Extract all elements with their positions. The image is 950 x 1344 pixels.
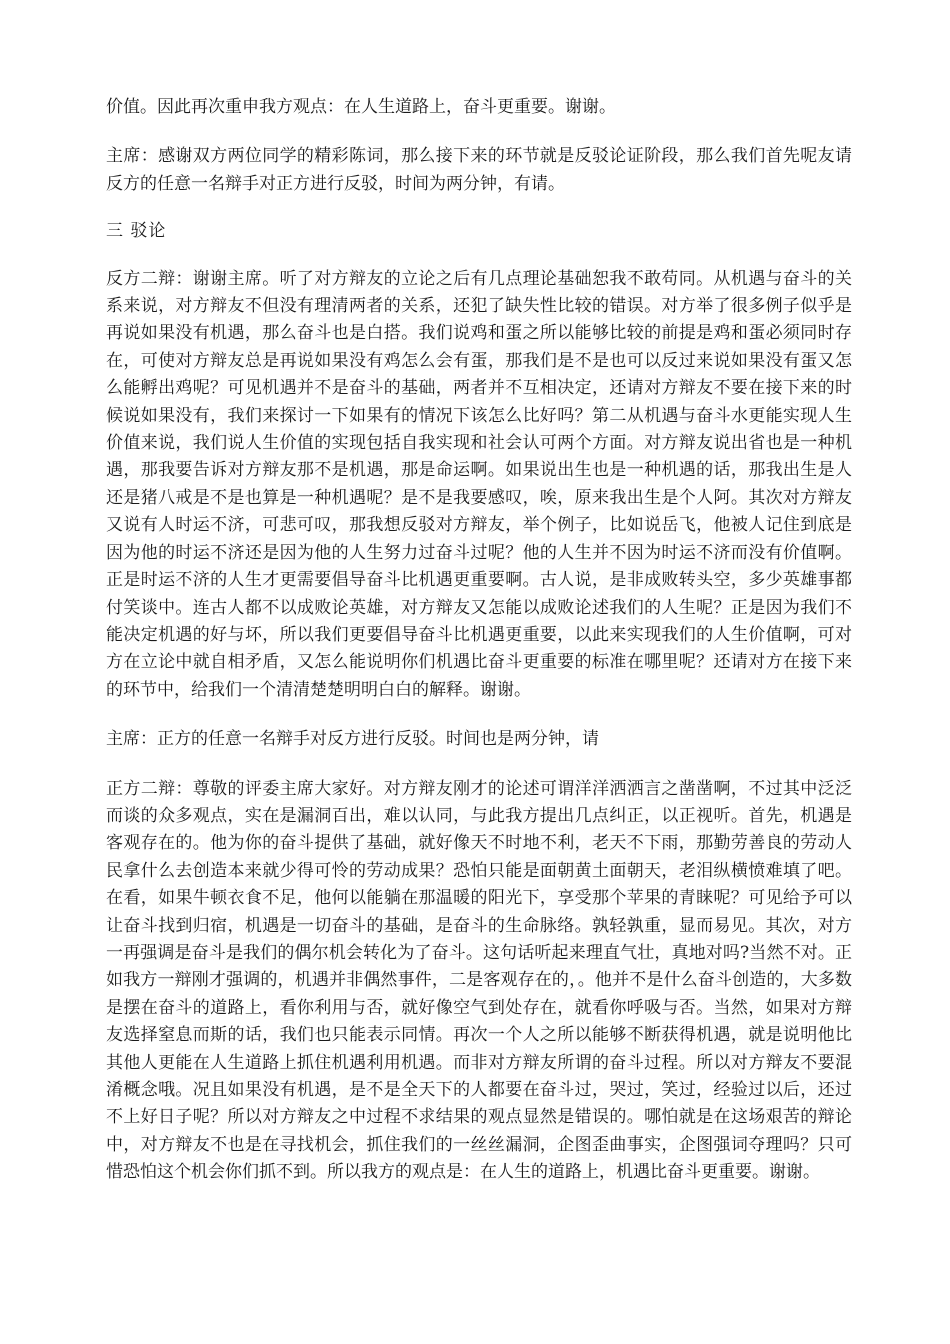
paragraph-spacer [106,121,852,143]
con-second-debater-paragraph: 反方二辩：谢谢主席。听了对方辩友的立论之后有几点理论基础恕我不敢苟同。从机遇与奋斗的关系来说，对方辩友不但没有理清两者的关系，还犯了缺失性比较的错误。对方举了很多例子似乎是再说如果没有机遇，那么奋斗也是白搭。我们说鸡和蛋之所以能够比较的前提是鸡和蛋必须同时存在，可使对方辩友总是再说如果没有鸡怎么会有蛋，那我们是不是也可以反过来说如果没有蛋又怎么能孵出鸡呢？可见机遇并不是奋斗的基础，两者并不互相决定，还请对方辩友不要在接下来的时候说如果没有，我们来探讨一下如果有的情况下该怎么比好吗？第二从机遇与奋斗水更能实现人生价值来说，我们说人生价值的实现包括自我实现和社会认可两个方面。对方辩友说出省也是一种机遇，那我要告诉对方辩友那不是机遇，那是命运啊。如果说出生也是一种机遇的话，那我出生是人还是猪八戒是不是也算是一种机遇呢？是不是我要感叹，唉，原来我出生是个人阿。其次对方辩友又说有人时运不济，可悲可叹，那我想反驳对方辩友，举个例子，比如说岳飞，他被人记住到底是因为他的时运不济还是因为他的人生努力过奋斗过呢？他的人生并不因为时运不济而没有价值啊。正是时运不济的人生才更需要倡导奋斗比机遇更重要啊。古人说，是非成败转头空，多少英雄事都付笑谈中。连古人都不以成败论英雄，对方辩友又怎能以成败论述我们的人生呢？正是因为我们不能决定机遇的好与坏，所以我们更要倡导奋斗比机遇更重要，以此来实现我们的人生价值啊，可对方在立论中就自相矛盾，又怎么能说明你们机遇比奋斗更重要的标准在哪里呢？还请对方在接下来的环节中，给我们一个清清楚楚明明白白的解释。谢谢。 [106,268,852,700]
paragraph-spacer [106,198,852,218]
paragraph-spacer [106,246,852,266]
chair-intro-paragraph: 主席：感谢双方两位同学的精彩陈词，那么接下来的环节就是反驳论证阶段，那么我们首先呢友请反方的任意一名辩手对正方进行反驳，时间为两分钟，有请。 [106,146,852,194]
paragraph-spacer [106,704,852,726]
pro-second-debater-paragraph: 正方二辩：尊敬的评委主席大家好。对方辩友刚才的论述可谓洋洋洒洒言之凿凿啊，不过其中泛泛而谈的众多观点，实在是漏洞百出，难以认同，与此我方提出几点纠正，以正视听。首先，机遇是客观存在的。他为你的奋斗提供了基础，就好像天不时地不利，老天不下雨，那勤劳善良的劳动人民拿什么去创造本来就少得可怜的劳动成果？恐怕只能是面朝黄土面朝天，老泪纵横愤难填了吧。在看，如果牛顿衣食不足，他何以能躺在那温暖的阳光下，享受那个苹果的青睐呢？可见给予可以让奋斗找到归宿，机遇是一切奋斗的基础，是奋斗的生命脉络。孰轻孰重，显而易见。其次，对方一再强调是奋斗是我们的偶尔机会转化为了奋斗。这句话听起来理直气壮，真地对吗?当然不对。正如我方一辩刚才强调的，机遇并非偶然事件，二是客观存在的，。他并不是什么奋斗创造的，大多数是摆在奋斗的道路上，看你利用与否，就好像空气到处存在，就看你呼吸与否。当然，如果对方辩友选择窒息而斯的话，我们也只能表示同情。再次一个人之所以能够不断获得机遇，就是说明他比其他人更能在人生道路上抓住机遇利用机遇。而非对方辩友所谓的奋斗过程。所以对方辩友不要混淆概念哦。况且如果没有机遇，是不是全天下的人都要在奋斗过，哭过，笑过，经验过以后，还过不上好日子呢？所以对方辩友之中过程不求结果的观点显然是错误的。哪怕就是在这场艰苦的辩论中，对方辩友不也是在寻找机会，抓住我们的一丝丝漏洞，企图歪曲事实，企图强词夺理吗？只可惜恐怕这个机会你们抓不到。所以我方的观点是：在人生的道路上，机遇比奋斗更重要。谢谢。 [106,778,852,1183]
closing-statement-paragraph: 价值。因此再次重申我方观点：在人生道路上，奋斗更重要。谢谢。 [106,97,616,117]
section-heading: 三 驳论 [106,221,167,242]
document-page [106,94,852,1187]
chair-prompt-paragraph: 主席：正方的任意一名辩手对反方进行反驳。时间也是两分钟，请 [106,729,599,750]
paragraph-spacer [106,754,852,776]
